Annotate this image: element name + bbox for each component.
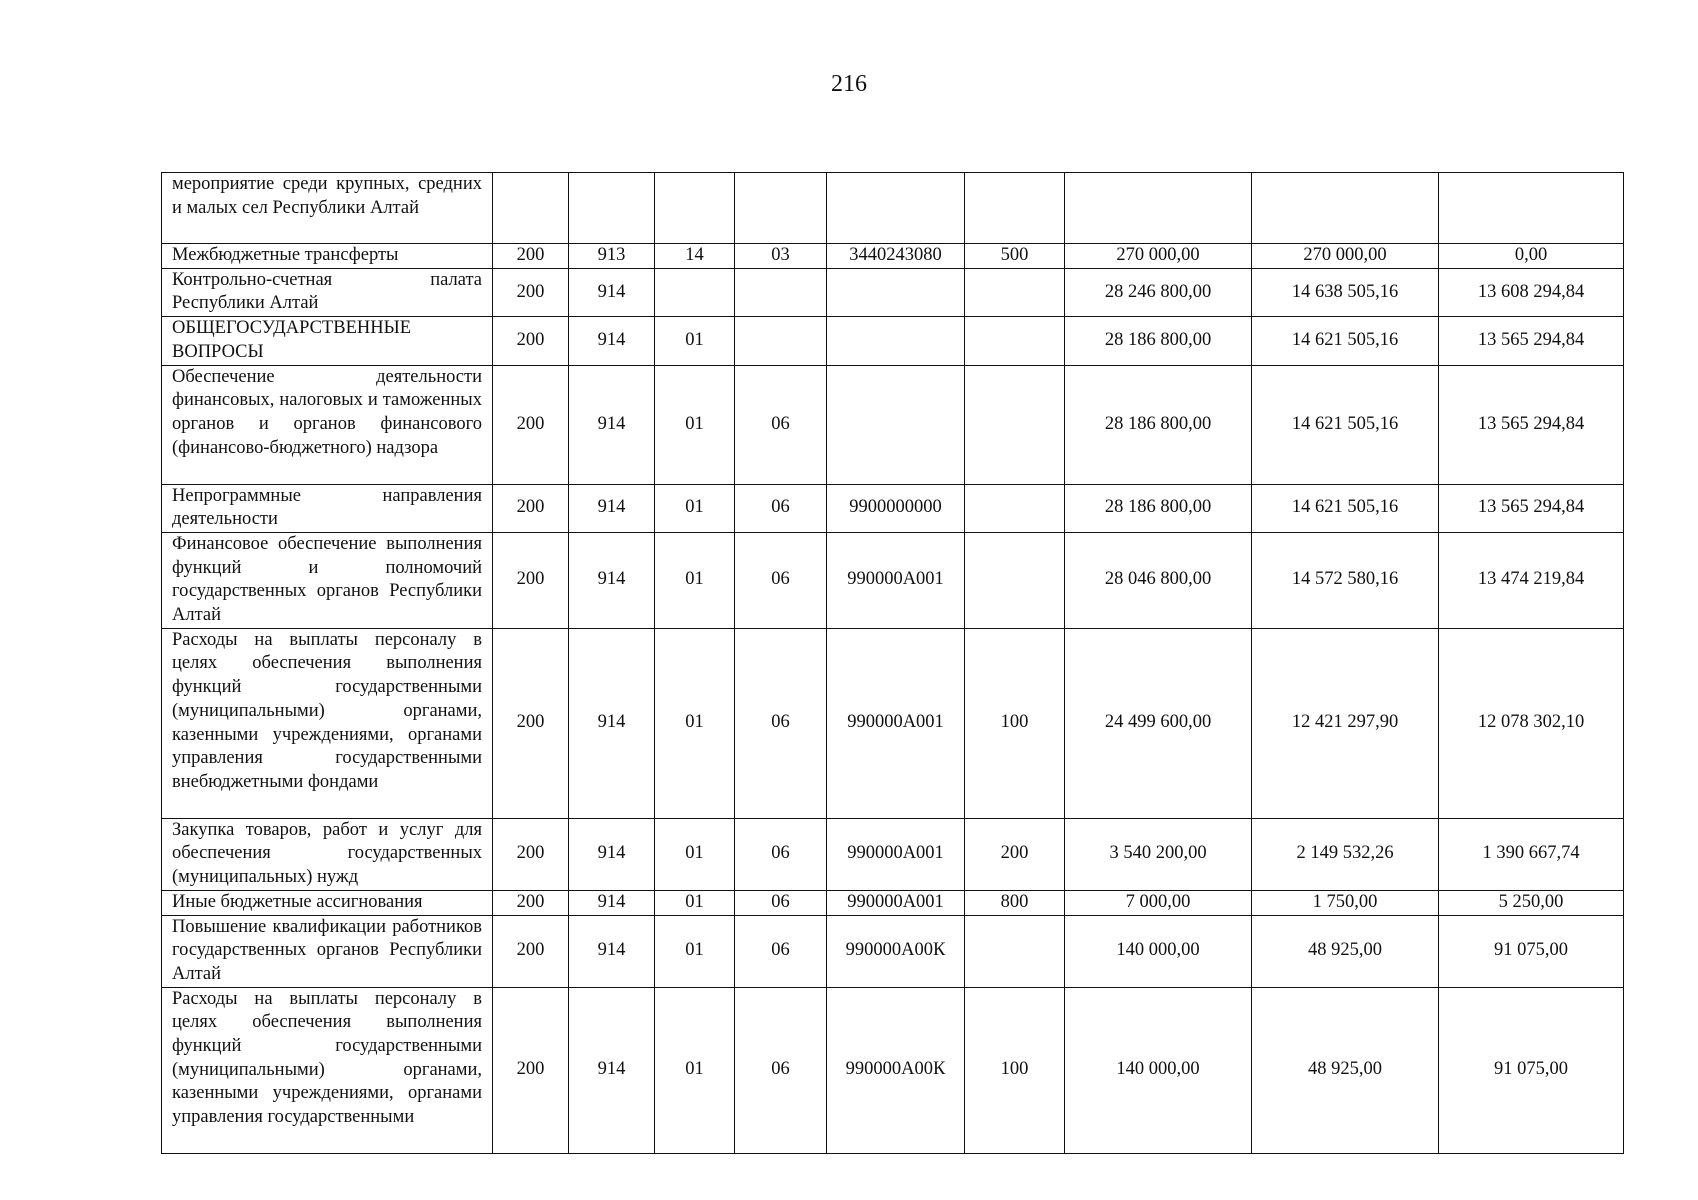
table-row: [162, 987, 1624, 1153]
cell-remaining: 12 078 302,10: [1439, 628, 1624, 818]
cell-admin: 200: [493, 628, 569, 818]
table-row: [162, 365, 1624, 484]
row-name: Расходы на выплаты персоналу в целях обеспечения выполнения функций государственными (муниципальными) органами, казенными учреждениями, органами управления государственными: [162, 987, 493, 1153]
cell-remaining: 13 565 294,84: [1439, 317, 1624, 365]
cell-planned: 3 540 200,00: [1065, 818, 1252, 890]
cell-subsection: [735, 173, 827, 244]
cell-ministry: 914: [569, 484, 655, 532]
cell-executed: 14 621 505,16: [1252, 484, 1439, 532]
cell-expense-type: 500: [965, 244, 1065, 269]
cell-target-article: 990000А001: [827, 532, 965, 628]
cell-expense-type: 200: [965, 818, 1065, 890]
cell-executed: 1 750,00: [1252, 890, 1439, 915]
table-row: [162, 173, 1624, 244]
cell-executed: 14 638 505,16: [1252, 268, 1439, 316]
cell-admin: [493, 173, 569, 244]
row-name: Межбюджетные трансферты: [162, 244, 493, 269]
table-row: [162, 484, 1624, 532]
cell-admin: 200: [493, 532, 569, 628]
cell-planned: 270 000,00: [1065, 244, 1252, 269]
cell-planned: 28 186 800,00: [1065, 365, 1252, 484]
cell-executed: 270 000,00: [1252, 244, 1439, 269]
cell-subsection: 06: [735, 890, 827, 915]
cell-remaining: [1439, 173, 1624, 244]
cell-section: 01: [655, 317, 735, 365]
cell-expense-type: [965, 484, 1065, 532]
cell-subsection: 06: [735, 628, 827, 818]
cell-ministry: 914: [569, 987, 655, 1153]
cell-target-article: [827, 268, 965, 316]
cell-admin: 200: [493, 915, 569, 987]
cell-ministry: 914: [569, 628, 655, 818]
cell-executed: 48 925,00: [1252, 915, 1439, 987]
row-name: ОБЩЕГОСУДАРСТВЕННЫЕ ВОПРОСЫ: [162, 317, 493, 365]
cell-planned: 7 000,00: [1065, 890, 1252, 915]
cell-planned: [1065, 173, 1252, 244]
cell-admin: 200: [493, 244, 569, 269]
table-row: [162, 628, 1624, 818]
cell-section: 01: [655, 987, 735, 1153]
table-row: [162, 890, 1624, 915]
cell-executed: 14 572 580,16: [1252, 532, 1439, 628]
table-body: [162, 173, 1624, 1154]
row-name: Повышение квалификации работников государственных органов Республики Алтай: [162, 915, 493, 987]
cell-section: 01: [655, 532, 735, 628]
cell-section: 01: [655, 628, 735, 818]
cell-planned: 28 186 800,00: [1065, 317, 1252, 365]
row-name: Контрольно-счетная палата Республики Алтай: [162, 268, 493, 316]
row-name: Расходы на выплаты персоналу в целях обеспечения выполнения функций государственными (муниципальными) органами, казенными учреждениями, органами управления государственными внебюджетными фондами: [162, 628, 493, 818]
cell-target-article: 3440243080: [827, 244, 965, 269]
table-row: [162, 268, 1624, 316]
cell-subsection: 06: [735, 818, 827, 890]
cell-remaining: 91 075,00: [1439, 987, 1624, 1153]
row-name: Закупка товаров, работ и услуг для обеспечения государственных (муниципальных) нужд: [162, 818, 493, 890]
cell-executed: 14 621 505,16: [1252, 317, 1439, 365]
cell-ministry: 914: [569, 268, 655, 316]
cell-target-article: [827, 365, 965, 484]
cell-subsection: 06: [735, 365, 827, 484]
cell-expense-type: [965, 173, 1065, 244]
table-row: [162, 317, 1624, 365]
cell-planned: 28 186 800,00: [1065, 484, 1252, 532]
row-name: Обеспечение деятельности финансовых, налоговых и таможенных органов и органов финансового (финансово-бюджетного) надзора: [162, 365, 493, 484]
row-name: мероприятие среди крупных, средних и малых сел Республики Алтай: [162, 173, 493, 244]
cell-subsection: 06: [735, 532, 827, 628]
cell-remaining: 5 250,00: [1439, 890, 1624, 915]
cell-section: 01: [655, 484, 735, 532]
cell-expense-type: [965, 915, 1065, 987]
cell-executed: 48 925,00: [1252, 987, 1439, 1153]
cell-ministry: 914: [569, 317, 655, 365]
cell-admin: 200: [493, 268, 569, 316]
cell-remaining: 91 075,00: [1439, 915, 1624, 987]
table-row: [162, 532, 1624, 628]
cell-ministry: 914: [569, 915, 655, 987]
cell-remaining: 13 608 294,84: [1439, 268, 1624, 316]
cell-subsection: 06: [735, 484, 827, 532]
row-name: Непрограммные направления деятельности: [162, 484, 493, 532]
cell-expense-type: 100: [965, 987, 1065, 1153]
cell-remaining: 13 565 294,84: [1439, 484, 1624, 532]
cell-remaining: 13 474 219,84: [1439, 532, 1624, 628]
cell-subsection: 06: [735, 987, 827, 1153]
cell-executed: 12 421 297,90: [1252, 628, 1439, 818]
cell-expense-type: [965, 532, 1065, 628]
cell-planned: 140 000,00: [1065, 915, 1252, 987]
cell-expense-type: [965, 317, 1065, 365]
cell-subsection: [735, 317, 827, 365]
cell-section: 01: [655, 818, 735, 890]
cell-expense-type: [965, 365, 1065, 484]
cell-target-article: 990000А001: [827, 628, 965, 818]
cell-admin: 200: [493, 818, 569, 890]
cell-target-article: 990000А001: [827, 818, 965, 890]
cell-planned: 24 499 600,00: [1065, 628, 1252, 818]
table-row: [162, 244, 1624, 269]
cell-target-article: 990000А001: [827, 890, 965, 915]
cell-ministry: [569, 173, 655, 244]
cell-ministry: 914: [569, 818, 655, 890]
cell-ministry: 914: [569, 365, 655, 484]
row-name: Иные бюджетные ассигнования: [162, 890, 493, 915]
cell-planned: 28 046 800,00: [1065, 532, 1252, 628]
cell-executed: [1252, 173, 1439, 244]
cell-admin: 200: [493, 484, 569, 532]
cell-section: 01: [655, 890, 735, 915]
cell-section: [655, 268, 735, 316]
cell-admin: 200: [493, 365, 569, 484]
row-name: Финансовое обеспечение выполнения функций и полномочий государственных органов Республики Алтай: [162, 532, 493, 628]
cell-admin: 200: [493, 987, 569, 1153]
cell-remaining: 0,00: [1439, 244, 1624, 269]
cell-admin: 200: [493, 890, 569, 915]
table-row: [162, 915, 1624, 987]
budget-table: [161, 172, 1624, 1154]
cell-target-article: [827, 317, 965, 365]
cell-section: [655, 173, 735, 244]
cell-subsection: 06: [735, 915, 827, 987]
cell-section: 01: [655, 365, 735, 484]
cell-section: 01: [655, 915, 735, 987]
cell-subsection: 03: [735, 244, 827, 269]
cell-target-article: 990000А00К: [827, 987, 965, 1153]
cell-planned: 28 246 800,00: [1065, 268, 1252, 316]
cell-ministry: 914: [569, 890, 655, 915]
cell-executed: 14 621 505,16: [1252, 365, 1439, 484]
cell-executed: 2 149 532,26: [1252, 818, 1439, 890]
page-number: 216: [831, 71, 867, 97]
cell-planned: 140 000,00: [1065, 987, 1252, 1153]
cell-expense-type: [965, 268, 1065, 316]
cell-section: 14: [655, 244, 735, 269]
cell-target-article: 990000А00К: [827, 915, 965, 987]
cell-remaining: 13 565 294,84: [1439, 365, 1624, 484]
cell-ministry: 913: [569, 244, 655, 269]
cell-expense-type: 100: [965, 628, 1065, 818]
cell-target-article: 9900000000: [827, 484, 965, 532]
cell-subsection: [735, 268, 827, 316]
table-row: [162, 818, 1624, 890]
cell-ministry: 914: [569, 532, 655, 628]
cell-target-article: [827, 173, 965, 244]
cell-admin: 200: [493, 317, 569, 365]
cell-expense-type: 800: [965, 890, 1065, 915]
cell-remaining: 1 390 667,74: [1439, 818, 1624, 890]
